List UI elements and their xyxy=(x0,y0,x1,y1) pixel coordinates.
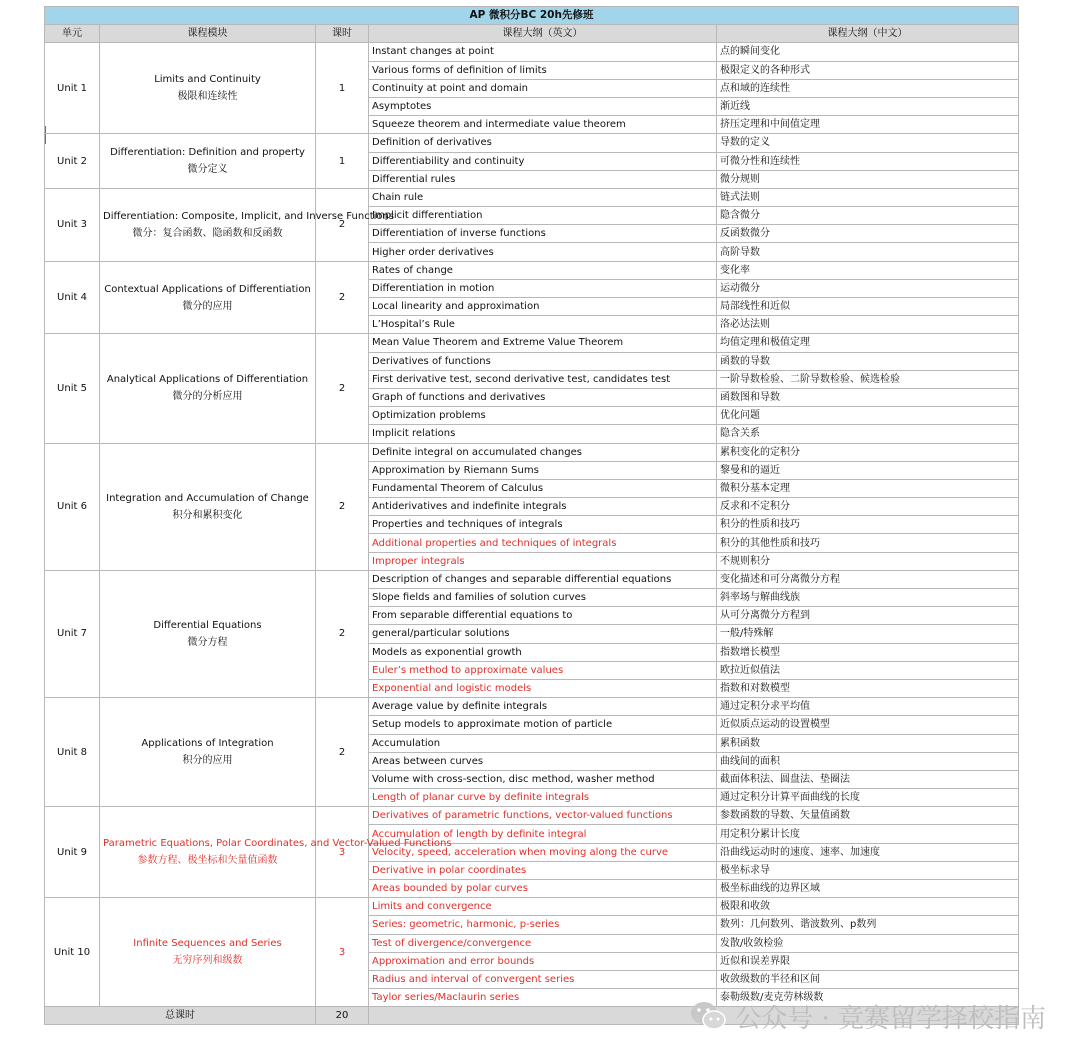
outline-cn-cell: 高阶导数 xyxy=(717,243,1019,261)
outline-cn-cell: 曲线间的面积 xyxy=(717,752,1019,770)
outline-en-cell: Differentiability and continuity xyxy=(369,152,717,170)
hours-cell: 2 xyxy=(316,443,369,570)
outline-en-cell: Models as exponential growth xyxy=(369,643,717,661)
outline-en-cell: Properties and techniques of integrals xyxy=(369,516,717,534)
outline-en-cell: First derivative test, second derivative test, candidates test xyxy=(369,370,717,388)
outline-cn-cell: 不规则积分 xyxy=(717,552,1019,570)
outline-en-cell: Volume with cross-section, disc method, washer method xyxy=(369,770,717,788)
outline-cn-cell: 收敛级数的半径和区间 xyxy=(717,970,1019,988)
header-row xyxy=(45,25,1019,43)
outline-cn-cell: 近似质点运动的设置模型 xyxy=(717,716,1019,734)
outline-cn-cell: 泰勒级数/麦克劳林级数 xyxy=(717,989,1019,1007)
outline-cn-cell: 斜率场与解曲线族 xyxy=(717,589,1019,607)
outline-cn-cell: 发散/收敛检验 xyxy=(717,934,1019,952)
unit-cell: Unit 7 xyxy=(45,570,100,697)
hours-cell: 3 xyxy=(316,898,369,1007)
hours-cell: 1 xyxy=(316,134,369,189)
outline-cn-cell: 沿曲线运动时的速度、速率、加速度 xyxy=(717,843,1019,861)
outline-cn-cell: 变化描述和可分离微分方程 xyxy=(717,570,1019,588)
unit-cell: Unit 3 xyxy=(45,188,100,261)
outline-en-cell: Approximation by Riemann Sums xyxy=(369,461,717,479)
table-row xyxy=(45,443,1019,461)
outline-en-cell: Higher order derivatives xyxy=(369,243,717,261)
outline-cn-cell: 均值定理和极值定理 xyxy=(717,334,1019,352)
hours-cell: 2 xyxy=(316,261,369,334)
outline-cn-cell: 数列：几何数列、谐波数列、p数列 xyxy=(717,916,1019,934)
outline-en-cell: Accumulation of length by definite integral xyxy=(369,825,717,843)
outline-en-cell: Derivative in polar coordinates xyxy=(369,861,717,879)
outline-en-cell: general/particular solutions xyxy=(369,625,717,643)
outline-en-cell: Definite integral on accumulated changes xyxy=(369,443,717,461)
outline-cn-cell: 洛必达法则 xyxy=(717,316,1019,334)
outline-en-cell: Velocity, speed, acceleration when moving along the curve xyxy=(369,843,717,861)
hours-cell: 2 xyxy=(316,188,369,261)
outline-cn-cell: 积分的其他性质和技巧 xyxy=(717,534,1019,552)
unit-cell: Unit 10 xyxy=(45,898,100,1007)
module-name-en: Contextual Applications of Differentiation xyxy=(104,283,311,295)
outline-en-cell: Approximation and error bounds xyxy=(369,952,717,970)
outline-cn-cell: 隐含微分 xyxy=(717,207,1019,225)
outline-cn-cell: 近似和误差界限 xyxy=(717,952,1019,970)
outline-en-cell: Improper integrals xyxy=(369,552,717,570)
module-name-cn: 积分的应用 xyxy=(182,755,233,767)
outline-cn-cell: 积分的性质和技巧 xyxy=(717,516,1019,534)
outline-en-cell: From separable differential equations to xyxy=(369,607,717,625)
hours-cell: 2 xyxy=(316,698,369,807)
header-module: 课程模块 xyxy=(100,25,316,43)
outline-cn-cell: 变化率 xyxy=(717,261,1019,279)
outline-cn-cell: 链式法则 xyxy=(717,188,1019,206)
module-name-cn: 微分的应用 xyxy=(182,300,233,312)
outline-en-cell: Areas bounded by polar curves xyxy=(369,880,717,898)
table-row xyxy=(45,698,1019,716)
module-name-en: Limits and Continuity xyxy=(154,74,261,86)
outline-cn-cell: 通过定积分求平均值 xyxy=(717,698,1019,716)
module-name-en: Infinite Sequences and Series xyxy=(133,938,282,950)
outline-cn-cell: 优化问题 xyxy=(717,407,1019,425)
unit-cell: Unit 1 xyxy=(45,43,100,134)
hours-cell: 2 xyxy=(316,570,369,697)
total-label: 总课时 xyxy=(45,1007,316,1025)
table-title: AP 微积分BC 20h先修班 xyxy=(45,7,1019,25)
outline-en-cell: Squeeze theorem and intermediate value theorem xyxy=(369,116,717,134)
outline-en-cell: Definition of derivatives xyxy=(369,134,717,152)
outline-cn-cell: 极限和收敛 xyxy=(717,898,1019,916)
total-hours: 20 xyxy=(316,1007,369,1025)
table-row xyxy=(45,334,1019,352)
outline-en-cell: Average value by definite integrals xyxy=(369,698,717,716)
unit-cell: Unit 8 xyxy=(45,698,100,807)
module-cell xyxy=(100,898,316,1007)
outline-en-cell: Rates of change xyxy=(369,261,717,279)
outline-en-cell: Derivatives of functions xyxy=(369,352,717,370)
module-name-cn: 微分：复合函数、隐函数和反函数 xyxy=(132,227,283,239)
module-name-en: Integration and Accumulation of Change xyxy=(106,492,309,504)
unit-cell: Unit 2 xyxy=(45,134,100,189)
table-row xyxy=(45,43,1019,61)
outline-cn-cell: 极坐标求导 xyxy=(717,861,1019,879)
outline-en-cell: Derivatives of parametric functions, vector-valued functions xyxy=(369,807,717,825)
module-cell xyxy=(100,43,316,134)
outline-cn-cell: 运动微分 xyxy=(717,279,1019,297)
module-name-cn: 积分和累积变化 xyxy=(172,509,243,521)
outline-en-cell: Asymptotes xyxy=(369,97,717,115)
module-cell xyxy=(100,188,395,261)
outline-en-cell: Test of divergence/convergence xyxy=(369,934,717,952)
outline-cn-cell: 用定积分累计长度 xyxy=(717,825,1019,843)
table-row xyxy=(45,134,1019,152)
outline-en-cell: Graph of functions and derivatives xyxy=(369,388,717,406)
outline-en-cell: Optimization problems xyxy=(369,407,717,425)
module-name-cn: 微分方程 xyxy=(187,636,228,648)
outline-cn-cell: 导数的定义 xyxy=(717,134,1019,152)
module-cell xyxy=(100,261,316,334)
outline-cn-cell: 函数图和导数 xyxy=(717,388,1019,406)
table-row xyxy=(45,807,1019,825)
unit-cell: Unit 6 xyxy=(45,443,100,570)
course-outline-table xyxy=(44,6,1019,1025)
outline-cn-cell: 可微分性和连续性 xyxy=(717,152,1019,170)
outline-en-cell: Implicit differentiation xyxy=(369,207,717,225)
outline-cn-cell: 微分规则 xyxy=(717,170,1019,188)
table-row xyxy=(45,261,1019,279)
outline-en-cell: Euler’s method to approximate values xyxy=(369,661,717,679)
hours-cell: 2 xyxy=(316,334,369,443)
outline-cn-cell: 截面体积法、圆盘法、垫圈法 xyxy=(717,770,1019,788)
outline-en-cell: Series: geometric, harmonic, p-series xyxy=(369,916,717,934)
outline-en-cell: Description of changes and separable differential equations xyxy=(369,570,717,588)
outline-cn-cell: 参数函数的导数、矢量值函数 xyxy=(717,807,1019,825)
table-row xyxy=(45,188,1019,206)
outline-cn-cell: 隐含关系 xyxy=(717,425,1019,443)
hours-cell: 3 xyxy=(316,807,369,898)
outline-en-cell: Areas between curves xyxy=(369,752,717,770)
module-name-en: Parametric Equations, Polar Coordinates, and Vector-Valued Functions xyxy=(103,838,452,850)
outline-cn-cell: 欧拉近似值法 xyxy=(717,661,1019,679)
outline-en-cell: Length of planar curve by definite integrals xyxy=(369,789,717,807)
outline-cn-cell: 指数和对数模型 xyxy=(717,679,1019,697)
outline-en-cell: Mean Value Theorem and Extreme Value Theorem xyxy=(369,334,717,352)
watermark xyxy=(689,996,1046,1036)
table-row xyxy=(45,570,1019,588)
outline-cn-cell: 渐近线 xyxy=(717,97,1019,115)
unit-cell: Unit 9 xyxy=(45,807,100,898)
outline-en-cell: Instant changes at point xyxy=(369,43,717,61)
hours-cell: 1 xyxy=(316,43,369,134)
outline-cn-cell: 微积分基本定理 xyxy=(717,479,1019,497)
unit-cell: Unit 4 xyxy=(45,261,100,334)
outline-cn-cell: 一般/特殊解 xyxy=(717,625,1019,643)
header-outline-en: 课程大纲（英文） xyxy=(369,25,717,43)
module-cell xyxy=(100,570,316,697)
outline-en-cell: Limits and convergence xyxy=(369,898,717,916)
module-name-en: Differentiation: Composite, Implicit, and Inverse Functions xyxy=(103,210,395,222)
outline-en-cell: Differentiation of inverse functions xyxy=(369,225,717,243)
outline-cn-cell: 通过定积分计算平面曲线的长度 xyxy=(717,789,1019,807)
outline-en-cell: Local linearity and approximation xyxy=(369,298,717,316)
outline-cn-cell: 累积变化的定积分 xyxy=(717,443,1019,461)
table-row xyxy=(45,898,1019,916)
outline-en-cell: Exponential and logistic models xyxy=(369,679,717,697)
outline-cn-cell: 极坐标曲线的边界区域 xyxy=(717,880,1019,898)
outline-cn-cell: 点的瞬间变化 xyxy=(717,43,1019,61)
module-name-cn: 微分的分析应用 xyxy=(172,391,243,403)
module-cell xyxy=(100,698,316,807)
header-unit: 单元 xyxy=(45,25,100,43)
outline-cn-cell: 点和域的连续性 xyxy=(717,79,1019,97)
outline-en-cell: Implicit relations xyxy=(369,425,717,443)
wechat-icon xyxy=(689,999,727,1033)
outline-en-cell: Fundamental Theorem of Calculus xyxy=(369,479,717,497)
outline-en-cell: Differential rules xyxy=(369,170,717,188)
header-hours: 课时 xyxy=(316,25,369,43)
outline-en-cell: Chain rule xyxy=(369,188,717,206)
outline-en-cell: L’Hospital’s Rule xyxy=(369,316,717,334)
module-name-en: Applications of Integration xyxy=(141,738,274,750)
module-name-en: Differentiation: Definition and property xyxy=(110,147,305,159)
module-cell xyxy=(100,443,316,570)
outline-en-cell: Various forms of definition of limits xyxy=(369,61,717,79)
module-name-cn: 微分定义 xyxy=(187,164,228,176)
outline-cn-cell: 反求和不定积分 xyxy=(717,498,1019,516)
outline-cn-cell: 从可分离微分方程到 xyxy=(717,607,1019,625)
outline-en-cell: Slope fields and families of solution curves xyxy=(369,589,717,607)
unit-cell: Unit 5 xyxy=(45,334,100,443)
outline-cn-cell: 一阶导数检验、二阶导数检验、候选检验 xyxy=(717,370,1019,388)
outline-en-cell: Additional properties and techniques of integrals xyxy=(369,534,717,552)
module-name-en: Analytical Applications of Differentiation xyxy=(106,374,309,386)
outline-cn-cell: 反函数微分 xyxy=(717,225,1019,243)
outline-en-cell: Continuity at point and domain xyxy=(369,79,717,97)
module-name-cn: 极限和连续性 xyxy=(177,91,238,103)
title-row xyxy=(45,7,1019,25)
outline-cn-cell: 指数增长模型 xyxy=(717,643,1019,661)
outline-en-cell: Setup models to approximate motion of particle xyxy=(369,716,717,734)
outline-cn-cell: 函数的导数 xyxy=(717,352,1019,370)
outline-cn-cell: 极限定义的各种形式 xyxy=(717,61,1019,79)
outline-en-cell: Antiderivatives and indefinite integrals xyxy=(369,498,717,516)
outline-cn-cell: 局部线性和近似 xyxy=(717,298,1019,316)
outline-en-cell: Accumulation xyxy=(369,734,717,752)
header-outline-cn: 课程大纲（中文） xyxy=(717,25,1019,43)
outline-cn-cell: 挤压定理和中间值定理 xyxy=(717,116,1019,134)
module-cell xyxy=(100,334,316,443)
module-name-cn: 参数方程、极坐标和矢量值函数 xyxy=(137,855,278,867)
module-cell xyxy=(100,134,316,189)
outline-en-cell: Differentiation in motion xyxy=(369,279,717,297)
module-name-en: Differential Equations xyxy=(153,619,262,631)
outline-cn-cell: 黎曼和的逼近 xyxy=(717,461,1019,479)
outline-en-cell: Radius and interval of convergent series xyxy=(369,970,717,988)
outline-en-cell: Taylor series/Maclaurin series xyxy=(369,989,717,1007)
watermark-text: 公众号 · 竞赛留学择校指南 xyxy=(735,1003,1046,1034)
outline-cn-cell: 累积函数 xyxy=(717,734,1019,752)
module-name-cn: 无穷序列和级数 xyxy=(172,955,243,967)
